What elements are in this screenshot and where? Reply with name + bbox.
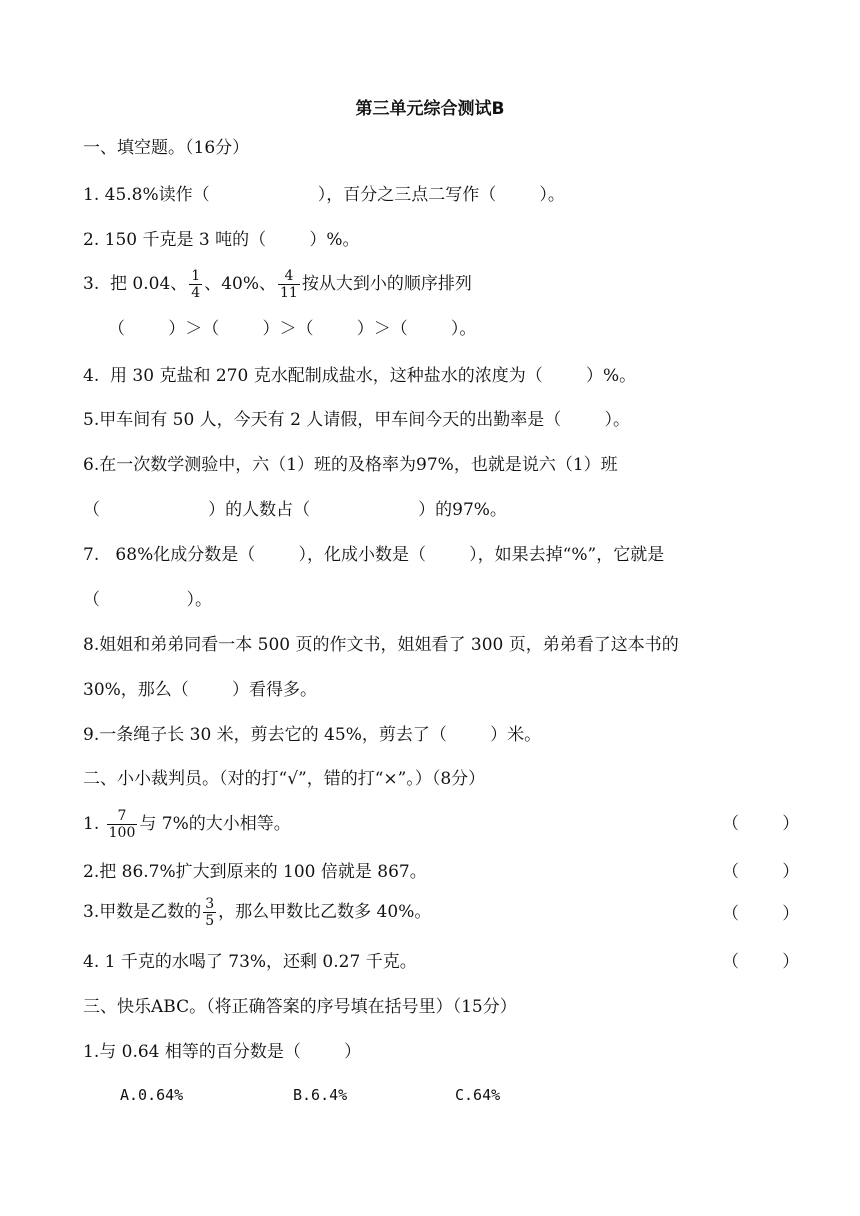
question-1-4: 4. 用 30 克盐和 270 克水配制成盐水，这种盐水的浓度为（ ）%。 [83,366,637,386]
page-title: 第三单元综合测试B [355,99,505,119]
fraction-four-elevenths [278,268,300,301]
question-1-2: 2. 150 千克是 3 吨的（ ）%。 [83,230,360,250]
fraction-numerator: 4 [278,268,300,285]
q2-1-prefix: 1. [83,814,105,834]
answer-paren: （ ） [722,952,800,972]
question-1-6-line1: 6.在一次数学测验中，六（1）班的及格率为97%，也就是说六（1）班 [83,455,618,475]
fraction-denominator: 4 [191,285,201,301]
q2-1-suffix: 与 7%的大小相等。 [139,814,291,834]
q2-3-prefix: 3.甲数是乙数的 [83,902,202,922]
q3-prefix: 3. 把 0.04、 [83,274,188,294]
question-2-2: 2.把 86.7%扩大到原来的 100 倍就是 867。 [83,862,427,882]
fraction-seven-hundredths [107,808,138,841]
question-1-6-line2: （ ）的人数占（ ）的97%。 [83,500,507,520]
question-2-3 [83,896,431,929]
question-1-5: 5.甲车间有 50 人，今天有 2 人请假，甲车间今天的出勤率是（ ）。 [83,410,631,430]
option-c: C.64% [455,1086,501,1104]
fraction-numerator: 3 [205,896,215,912]
fraction-three-fifths [203,896,216,929]
answer-paren: （ ） [722,904,800,924]
question-3-1: 1.与 0.64 相等的百分数是（ ） [83,1042,362,1062]
question-1-8-line2: 30%，那么（ ）看得多。 [83,680,318,700]
answer-paren: （ ） [722,862,800,882]
q3-suffix: 按从大到小的顺序排列 [301,274,472,294]
fraction-numerator: 1 [191,268,201,284]
question-1-3 [83,268,472,301]
question-2-1 [83,808,291,841]
answer-paren: （ ） [722,814,800,834]
q3-mid: 、40%、 [204,274,277,294]
section3-heading: 三、快乐ABC。（将正确答案的序号填在括号里）（15分） [83,997,517,1017]
question-1-7-line2: （ ）。 [83,590,212,610]
q2-3-suffix: ，那么甲数比乙数多 40%。 [218,902,432,922]
question-1-9: 9.一条绳子长 30 米，剪去它的 45%，剪去了（ ）米。 [83,725,542,745]
fraction-denominator: 5 [205,913,215,929]
fraction-denominator: 11 [280,285,298,301]
section1-heading: 一、填空题。（16分） [83,138,250,158]
question-1-7-line1: 7. 68%化成分数是（ ），化成小数是（ ），如果去掉“%”，它就是 [83,545,665,565]
section2-heading: 二、小小裁判员。（对的打“√”，错的打“×”。）（8分） [83,769,486,789]
fraction-one-quarter [189,268,202,301]
question-2-4: 4. 1 千克的水喝了 73%，还剩 0.27 千克。 [83,952,417,972]
option-a: A.0.64% [120,1086,184,1104]
option-b: B.6.4% [293,1086,348,1104]
question-1-1: 1. 45.8%读作（ ），百分之三点二写作（ ）。 [83,185,565,205]
question-1-3-answer-line: （ ）＞（ ）＞（ ）＞（ ）。 [108,319,477,339]
fraction-denominator: 100 [108,825,136,841]
question-1-8-line1: 8.姐姐和弟弟同看一本 500 页的作文书，姐姐看了 300 页，弟弟看了这本书的 [83,635,679,655]
fraction-numerator: 7 [107,808,138,825]
